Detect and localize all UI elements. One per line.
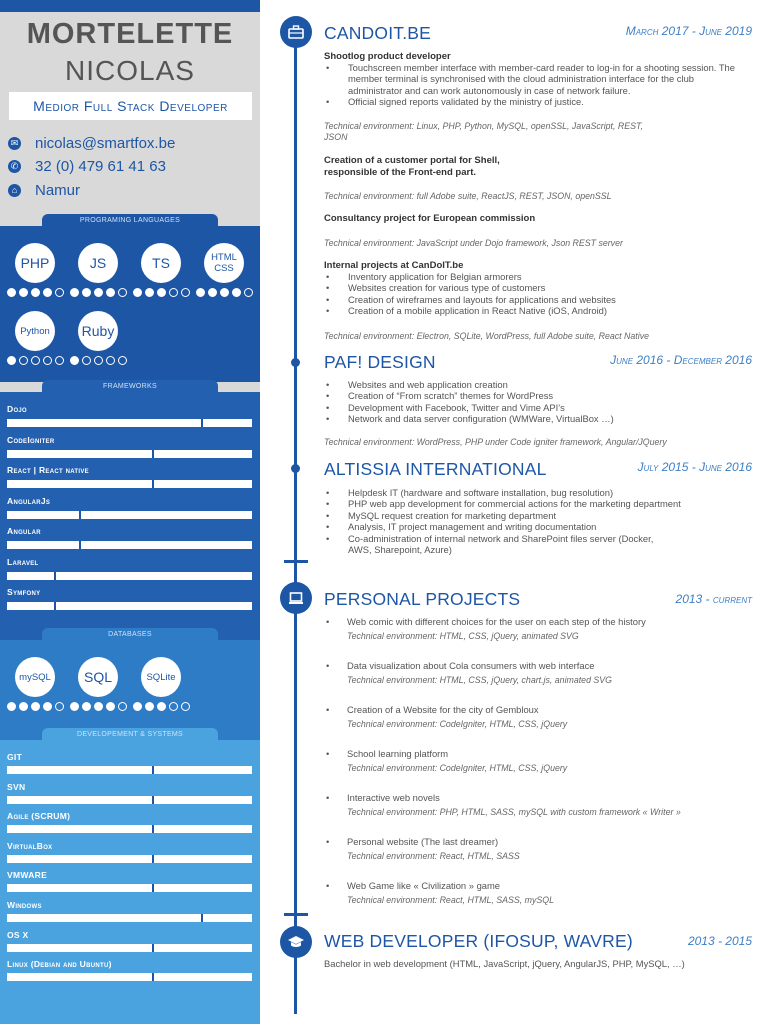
database-bubble: mySQL [15,657,55,697]
personal-project-item [324,835,724,863]
project-name: • Creation of a Website for the city of Gembloux [324,703,724,717]
bar-fill [7,973,154,981]
education-title: WEB DEVELOPER (IFOSUP, WAVRE) [324,931,633,951]
list-item: • Creation of “From scratch” themes for WordPress [324,390,744,401]
project-name: • Web Game like « Civilization » game [324,879,724,893]
framework-label: React | React native [7,465,89,475]
devsys-bar [7,825,252,833]
level-dot [82,356,91,365]
bar-fill [7,572,56,580]
list-item: • Co-administration of internal network and SharePoint files server (Docker, AWS, Sharepoint, Azure) [324,533,654,556]
list-item: • Creation of a mobile application in React Native (iOS, Android) [324,305,744,316]
framework-label: Angular [7,526,41,536]
personal-project-item [324,747,724,775]
level-dot [82,702,91,711]
skill-level-dots [70,702,127,711]
tech-environment: Technical environment: Linux, PHP, Python, MySQL, openSSL, JavaScript, REST, JSON [324,121,643,142]
database-bubble: SQL [78,657,118,697]
level-dot [43,702,52,711]
level-dot [70,356,79,365]
project-title: Consultancy project for European commission [324,213,536,224]
skill-level-dots [133,288,190,297]
framework-bar [7,511,252,519]
level-dot [55,356,64,365]
tech-environment: Technical environment: full Adobe suite, ReactJS, REST, JSON, openSSL [324,191,612,201]
bar-fill [7,766,154,774]
language-bubble: Ruby [78,311,118,351]
tech-environment: Technical environment: CodeIgniter, HTML, CSS, jQuery [347,763,568,773]
personal-project-item [324,659,724,687]
project-bullets [324,271,744,317]
education-description: Bachelor in web development (HTML, JavaScript, jQuery, AngularJS, PHP, MySQL, …) [324,958,685,969]
job-paf-date: June 2016 - December 2016 [610,353,752,367]
bar-fill [7,855,154,863]
language-bubble: JS [78,243,118,283]
project-name: • Data visualization about Cola consumers with web interface [324,659,724,673]
bar-fill [7,511,81,519]
devsys-label: VirtualBox [7,840,53,851]
sidebar [0,0,260,1024]
devsys-bar [7,914,252,922]
last-name: MORTELETTE [26,18,234,50]
list-item: • Websites and web application creation [324,379,744,390]
level-dot [196,288,205,297]
list-item: • MySQL request creation for marketing department [324,510,744,521]
bar-fill [7,944,154,952]
level-dot [55,288,64,297]
list-item: • PHP web app development for commercial actions for the marketing department [324,498,744,509]
email-text: nicolas@smartfox.be [35,135,176,152]
languages-heading: PROGRAMING LANGUAGES [42,214,218,226]
project-bullets [324,62,744,108]
tech-environment: Technical environment: WordPress, PHP under Code igniter framework, Angular/JQuery [324,437,667,447]
tech-environment: Technical environment: React, HTML, SASS, mySQL [347,895,554,905]
level-dot [169,288,178,297]
devsys-label: OS X [7,929,29,940]
bar-fill [7,450,154,458]
list-item: • Official signed reports validated by the ministry of justice. [324,96,744,107]
bar-fill [7,914,203,922]
level-dot [31,356,40,365]
devsys-bar [7,973,252,981]
tech-environment: Technical environment: Electron, SQLite, WordPress, full Adobe suite, React Native [324,331,649,341]
framework-label: CodeIgniter [7,434,55,445]
level-dot [133,702,142,711]
job-candoit-date: March 2017 - June 2019 [625,24,752,38]
personal-project-item [324,703,724,731]
level-dot [7,702,16,711]
level-dot [244,288,253,297]
level-dot [118,288,127,297]
timeline-line [294,34,297,1014]
devsys-label: Windows [7,900,42,910]
framework-label: AngularJs [7,495,51,506]
personal-title: PERSONAL PROJECTS [324,589,521,609]
phone-icon: ✆ [8,160,21,173]
list-item: • Development with Facebook, Twitter and Vime API’s [324,402,744,413]
project-name: • Personal website (The last dreamer) [324,835,724,849]
devsys-label: Agile (SCRUM) [7,811,71,822]
tech-environment: Technical environment: PHP, HTML, SASS, mySQL with custom framework « Writer » [347,807,681,817]
framework-label: Dojo [7,404,28,414]
project-title: Shootlog product developer [324,51,451,62]
list-item: • Inventory application for Belgian armorers [324,271,744,282]
project-name: • Web comic with different choices for the user on each step of the history [324,615,724,629]
level-dot [133,288,142,297]
skill-level-dots [196,288,253,297]
project-name: • Interactive web novels [324,791,724,805]
tech-environment: Technical environment: JavaScript under Dojo framework, Json REST server [324,238,623,248]
framework-label: Laravel [7,556,39,567]
bar-fill [7,884,154,892]
devsys-section [0,740,260,1024]
bar-fill [7,419,203,427]
level-dot [70,702,79,711]
personal-project-item [324,879,724,907]
framework-bar [7,602,252,610]
job-title: Medior Full Stack Developer [9,92,252,120]
level-dot [106,288,115,297]
devsys-bar [7,944,252,952]
level-dot [7,288,16,297]
framework-bar [7,480,252,488]
level-dot [19,356,28,365]
framework-bar [7,541,252,549]
level-dot [43,288,52,297]
list-item: • Helpdesk IT (hardware and software installation, bug resolution) [324,487,744,498]
level-dot [94,702,103,711]
tech-environment: Technical environment: CodeIgniter, HTML, CSS, jQuery [347,719,568,729]
level-dot [70,288,79,297]
level-dot [94,288,103,297]
framework-bar [7,419,252,427]
bar-fill [7,602,56,610]
level-dot [169,702,178,711]
devsys-label: SVN [7,781,26,792]
personal-project-item [324,791,724,819]
tech-environment: Technical environment: HTML, CSS, jQuery, animated SVG [347,631,579,641]
level-dot [94,356,103,365]
job-bullets [324,379,744,425]
framework-bar [7,572,252,580]
education-date: 2013 - 2015 [687,934,752,948]
timeline-divider [284,913,308,916]
tech-environment: Technical environment: HTML, CSS, jQuery, chart.js, animated SVG [347,675,612,685]
skill-level-dots [70,356,127,365]
city-text: Namur [35,182,81,199]
graduation-cap-icon [280,926,312,958]
framework-label: Symfony [7,587,41,597]
level-dot [145,288,154,297]
home-icon: ⌂ [8,184,21,197]
top-strip [0,0,260,12]
list-item: • Websites creation for various type of customers [324,282,744,293]
project-title: Internal projects at CanDoIT.be [324,260,464,271]
job-altissia-title: ALTISSIA INTERNATIONAL [324,459,547,479]
devsys-label: Linux (Debian and Ubuntu) [7,959,112,970]
devsys-bar [7,796,252,804]
bar-fill [7,541,81,549]
list-item: • Analysis, IT project management and writing documentation [324,521,744,532]
language-bubble: TS [141,243,181,283]
timeline-divider [284,560,308,563]
devsys-label: VMWARE [7,870,48,881]
language-bubble: PHP [15,243,55,283]
list-item: • Creation of wireframes and layouts for applications and websites [324,294,744,305]
personal-date: 2013 - current [675,592,752,606]
briefcase-icon [280,16,312,48]
devsys-bar [7,884,252,892]
list-item: • Network and data server configuration (WMWare, VirtualBox …) [324,413,744,424]
timeline-dot [291,358,300,367]
databases-heading: DATABASES [42,628,218,640]
level-dot [181,288,190,297]
bar-fill [7,825,154,833]
level-dot [157,702,166,711]
skill-level-dots [7,356,64,365]
devsys-bar [7,766,252,774]
level-dot [31,702,40,711]
first-name: NICOLAS [65,55,195,86]
level-dot [106,356,115,365]
framework-bar [7,450,252,458]
devsys-heading: DEVELOPEMENT & SYSTEMS [42,728,218,740]
tech-environment: Technical environment: React, HTML, SASS [347,851,520,861]
level-dot [220,288,229,297]
personal-project-item [324,615,724,643]
level-dot [118,356,127,365]
laptop-icon [280,582,312,614]
language-bubble: Python [15,311,55,351]
level-dot [157,288,166,297]
level-dot [208,288,217,297]
job-bullets [324,487,744,555]
project-name: • School learning platform [324,747,724,761]
database-bubble: SQLite [141,657,181,697]
skill-level-dots [70,288,127,297]
level-dot [31,288,40,297]
job-candoit-title: CANDOIT.BE [324,23,432,43]
level-dot [55,702,64,711]
list-item: • Touchscreen member interface with member-card reader to log-in for a shooting session. The member terminal is synchronised with the cloud administration interface for the club administrator and can work autonomously in case of network failure. [324,62,744,96]
level-dot [181,702,190,711]
devsys-bar [7,855,252,863]
skill-level-dots [7,288,64,297]
timeline-dot [291,464,300,473]
frameworks-heading: FRAMEWORKS [42,380,218,392]
skill-level-dots [7,702,64,711]
level-dot [7,356,16,365]
contact-email[interactable] [8,135,175,152]
level-dot [232,288,241,297]
contact-city [8,182,80,199]
level-dot [82,288,91,297]
contact-phone[interactable] [8,158,166,175]
bar-fill [7,796,154,804]
envelope-icon: ✉ [8,137,21,150]
job-altissia-date: July 2015 - June 2016 [637,460,752,474]
skill-level-dots [133,702,190,711]
language-bubble: HTML CSS [204,243,244,283]
devsys-label: GIT [7,752,23,762]
job-paf-title: PAF! DESIGN [324,352,436,372]
level-dot [145,702,154,711]
project-title: Creation of a customer portal for Shell, responsible of the Front-end part. [324,155,500,178]
level-dot [19,288,28,297]
phone-text: 32 (0) 479 61 41 63 [35,158,166,175]
level-dot [118,702,127,711]
bar-fill [7,480,154,488]
level-dot [43,356,52,365]
level-dot [19,702,28,711]
level-dot [106,702,115,711]
